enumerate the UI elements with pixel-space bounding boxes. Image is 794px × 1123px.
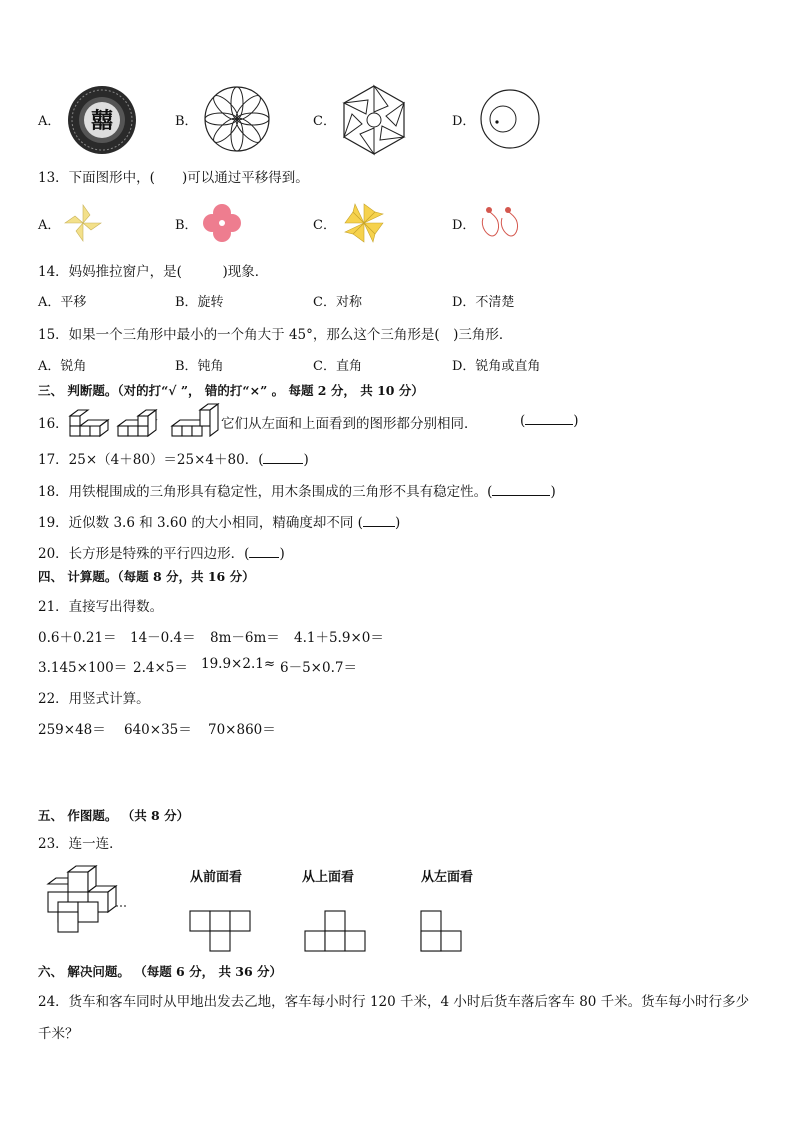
hexagon-pinwheel-icon <box>338 84 410 156</box>
yellow-pinwheel-icon <box>63 203 103 243</box>
q12-option-c[interactable]: C． <box>313 114 336 129</box>
q21-expr-2: 14－0.4＝ <box>130 630 196 646</box>
q16-answer-blank[interactable]: ( ) <box>520 413 579 429</box>
pinwheel-square-icon <box>343 202 385 244</box>
q15-option-d[interactable]: D．锐角或直角 <box>452 359 541 374</box>
q24-line-1: 24．货车和客车同时从甲地出发去乙地，客车每小时行 120 千米，4 小时后货车落后客车 80 千米。货车每小时行多少 <box>38 994 750 1010</box>
section3-title: 三、 判断题。（对的打“√ ”， 错的打“×” 。 每题 2 分， 共 10 分） <box>38 383 424 398</box>
q13-stem: 13．下面图形中，( )可以通过平移得到。 <box>38 170 309 186</box>
section4-title: 四、 计算题。（每题 8 分，共 16 分） <box>38 569 255 584</box>
q22-expr-2: 640×35＝ <box>124 722 192 738</box>
q21-expr-1: 0.6＋0.21＝ <box>38 630 117 646</box>
q14-option-d[interactable]: D．不清楚 <box>452 295 515 310</box>
top-view-figure-icon[interactable] <box>304 910 366 952</box>
nested-circles-icon <box>479 88 541 150</box>
q13-option-c[interactable]: C． <box>313 218 336 233</box>
q21-expr-3: 8m－6m＝ <box>210 630 280 646</box>
section6-title: 六、 解决问题。 （每题 6 分， 共 36 分） <box>38 964 283 979</box>
left-view-figure-icon[interactable] <box>420 910 464 952</box>
q13-option-a[interactable]: A． <box>38 218 61 233</box>
q14-option-b[interactable]: B．旋转 <box>175 295 224 310</box>
q14-option-c[interactable]: C．对称 <box>313 295 362 310</box>
q22-expr-3: 70×860＝ <box>208 722 276 738</box>
front-view-figure-icon[interactable] <box>189 910 251 952</box>
q21-expr-7: 19.9×2.1≈ <box>201 656 276 672</box>
q22-stem: 22．用竖式计算。 <box>38 691 150 707</box>
q20-answer-blank[interactable]: 20．长方形是特殊的平行四边形．( ) <box>38 546 285 562</box>
q14-option-a[interactable]: A．平移 <box>38 295 87 310</box>
q21-expr-5: 3.145×100＝ <box>38 660 128 676</box>
q15-stem: 15．如果一个三角形中最小的一个角大于 45°，那么这个三角形是( )三角形． <box>38 327 513 343</box>
q18-answer-blank[interactable]: 18．用铁棍围成的三角形具有稳定性，用木条围成的三角形不具有稳定性。( ) <box>38 484 556 500</box>
q15-option-b[interactable]: B．钝角 <box>175 359 224 374</box>
double-happiness-emblem-icon <box>67 85 137 155</box>
q12-option-a[interactable]: A． <box>38 114 61 129</box>
q22-expr-1: 259×48＝ <box>38 722 106 738</box>
q19-answer-blank[interactable]: 19．近似数 3.6 和 3.60 的大小相同，精确度却不同 ( ) <box>38 515 401 531</box>
q13-option-d[interactable]: D． <box>452 218 476 233</box>
q16-text: 它们从左面和上面看到的图形都分别相同． <box>221 416 478 432</box>
q16-prefix: 16． <box>38 416 69 432</box>
q15-option-c[interactable]: C．直角 <box>313 359 362 374</box>
view-front-label: 从前面看 <box>190 870 243 885</box>
two-birds-icon <box>478 204 522 238</box>
q24-line-2: 千米？ <box>38 1026 79 1042</box>
view-left-label: 从左面看 <box>421 870 474 885</box>
q14-stem: 14．妈妈推拉窗户，是( )现象． <box>38 264 269 280</box>
q12-option-b[interactable]: B． <box>175 114 198 129</box>
q17-answer-blank[interactable]: 17．25×（4＋80）＝25×4＋80．( ) <box>38 452 309 468</box>
flower-circle-icon <box>203 85 271 153</box>
pink-clover-icon <box>201 202 243 244</box>
q21-expr-8: 6－5×0.7＝ <box>280 660 357 676</box>
section5-title: 五、 作图题。 （共 8 分） <box>38 808 190 823</box>
emblem-char: 囍 <box>90 108 114 134</box>
cube-stacks-icon <box>66 402 222 438</box>
view-top-label: 从上面看 <box>302 870 355 885</box>
q13-option-b[interactable]: B． <box>175 218 198 233</box>
q15-option-a[interactable]: A．锐角 <box>38 359 87 374</box>
q12-option-d[interactable]: D． <box>452 114 476 129</box>
q23-stem: 23．连一连． <box>38 836 123 852</box>
q21-expr-4: 4.1＋5.9×0＝ <box>294 630 384 646</box>
q21-stem: 21．直接写出得数。 <box>38 599 164 615</box>
cube-arrangement-icon <box>44 866 138 934</box>
q21-expr-6: 2.4×5＝ <box>133 660 188 676</box>
